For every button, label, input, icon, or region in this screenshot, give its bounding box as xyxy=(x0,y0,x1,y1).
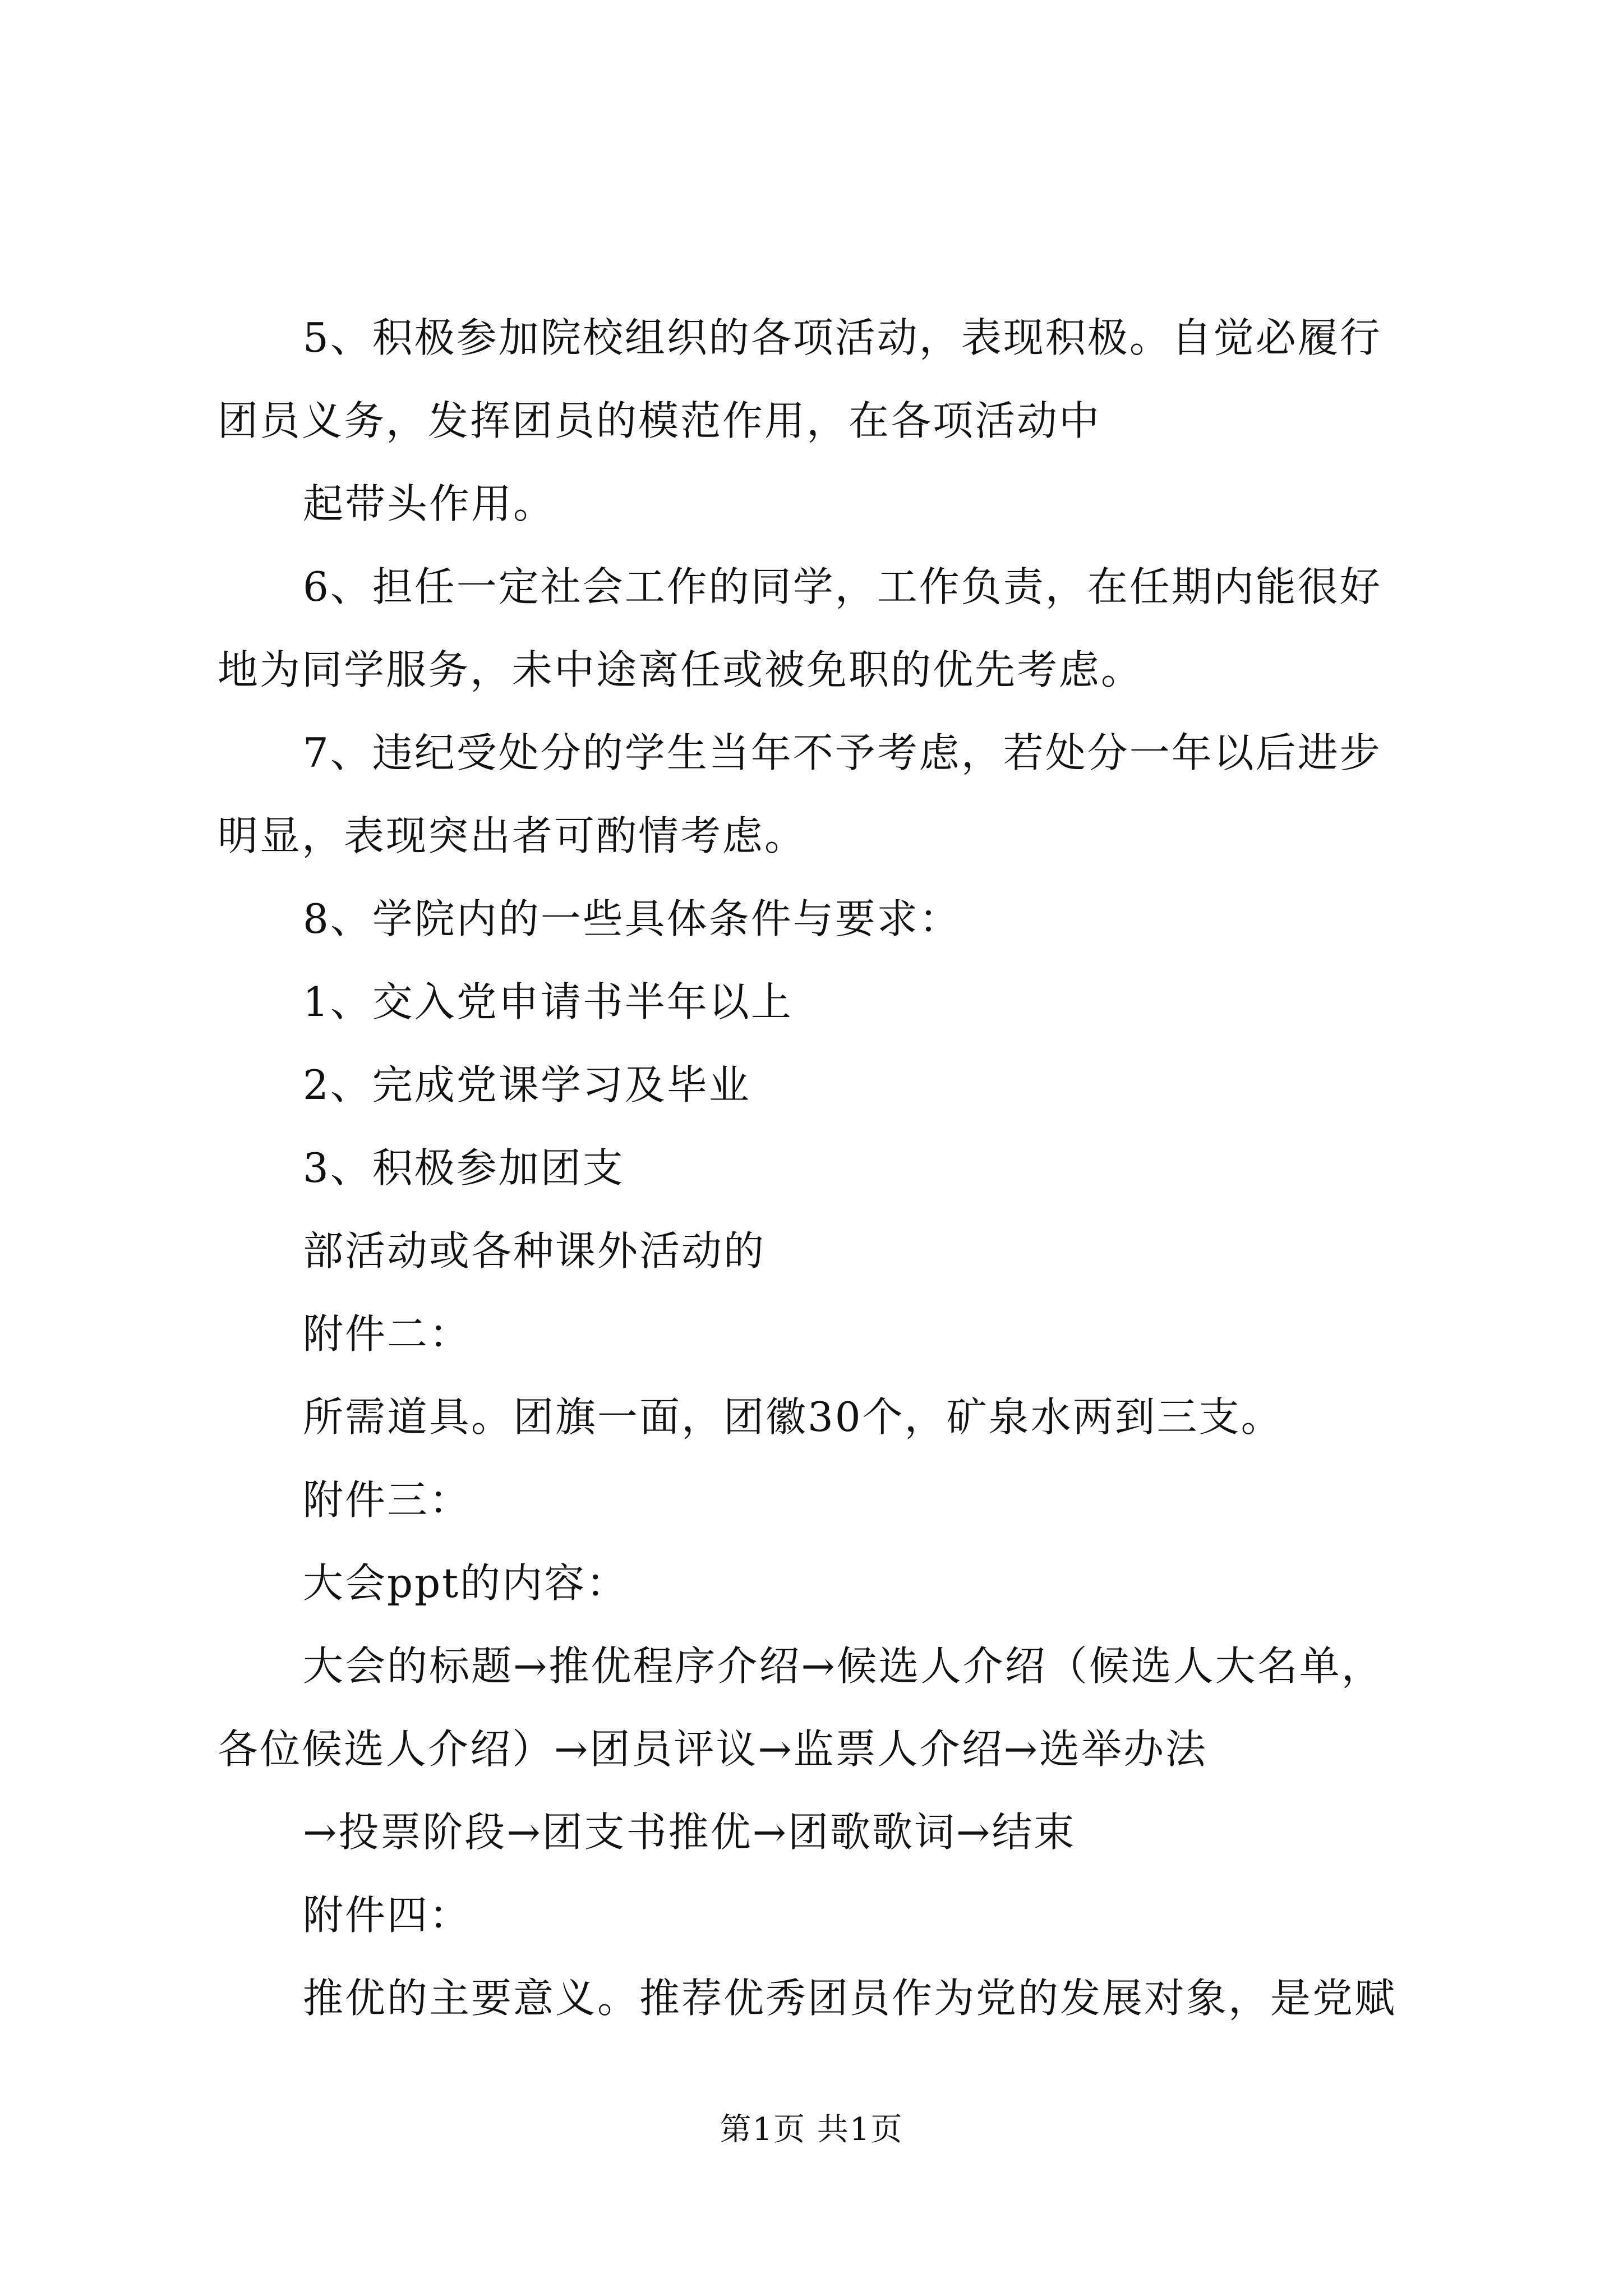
paragraph-line: 大会ppt的内容： xyxy=(303,1559,629,1607)
paragraph-line: 6、担任一定社会工作的同学，工作负责，在任期内能很好 xyxy=(303,563,1382,610)
attachment-heading: 附件四： xyxy=(303,1892,472,1939)
list-item: 2、完成党课学习及毕业 xyxy=(303,1061,751,1108)
list-item: 1、交入党申请书半年以上 xyxy=(303,978,793,1025)
paragraph-line: →投票阶段→团支书推优→团歌歌词→结束 xyxy=(303,1809,1076,1856)
paragraph-line: 各位候选人介绍）→团员评议→监票人介绍→选举办法 xyxy=(218,1726,1207,1773)
paragraph-line: 起带头作用。 xyxy=(303,480,556,527)
attachment-heading: 附件二： xyxy=(303,1310,472,1358)
list-item: 3、积极参加团支 xyxy=(303,1144,625,1191)
paragraph-line: 部活动或各种课外活动的 xyxy=(303,1227,766,1274)
paragraph-line: 所需道具。团旗一面，团徽30个，矿泉水两到三支。 xyxy=(303,1393,1283,1441)
paragraph-line: 明显，表现突出者可酌情考虑。 xyxy=(218,812,807,859)
paragraph-line: 推优的主要意义。推荐优秀团员作为党的发展对象，是党赋 xyxy=(303,1975,1397,2022)
paragraph-line: 5、积极参加院校组织的各项活动，表现积极。自觉必履行 xyxy=(303,314,1382,361)
paragraph-line: 大会的标题→推优程序介绍→候选人介绍（候选人大名单， xyxy=(303,1642,1384,1690)
page-footer: 第1页 共1页 xyxy=(720,2111,903,2148)
paragraph-line: 8、学院内的一些具体条件与要求： xyxy=(303,895,961,942)
attachment-heading: 附件三： xyxy=(303,1476,472,1524)
paragraph-line: 地为同学服务，未中途离任或被免职的优先考虑。 xyxy=(218,646,1144,693)
paragraph-line: 7、违纪受处分的学生当年不予考虑，若处分一年以后进步 xyxy=(303,729,1382,776)
paragraph-line: 团员义务，发挥团员的模范作用，在各项活动中 xyxy=(218,397,1101,444)
document-body xyxy=(218,296,1451,2040)
